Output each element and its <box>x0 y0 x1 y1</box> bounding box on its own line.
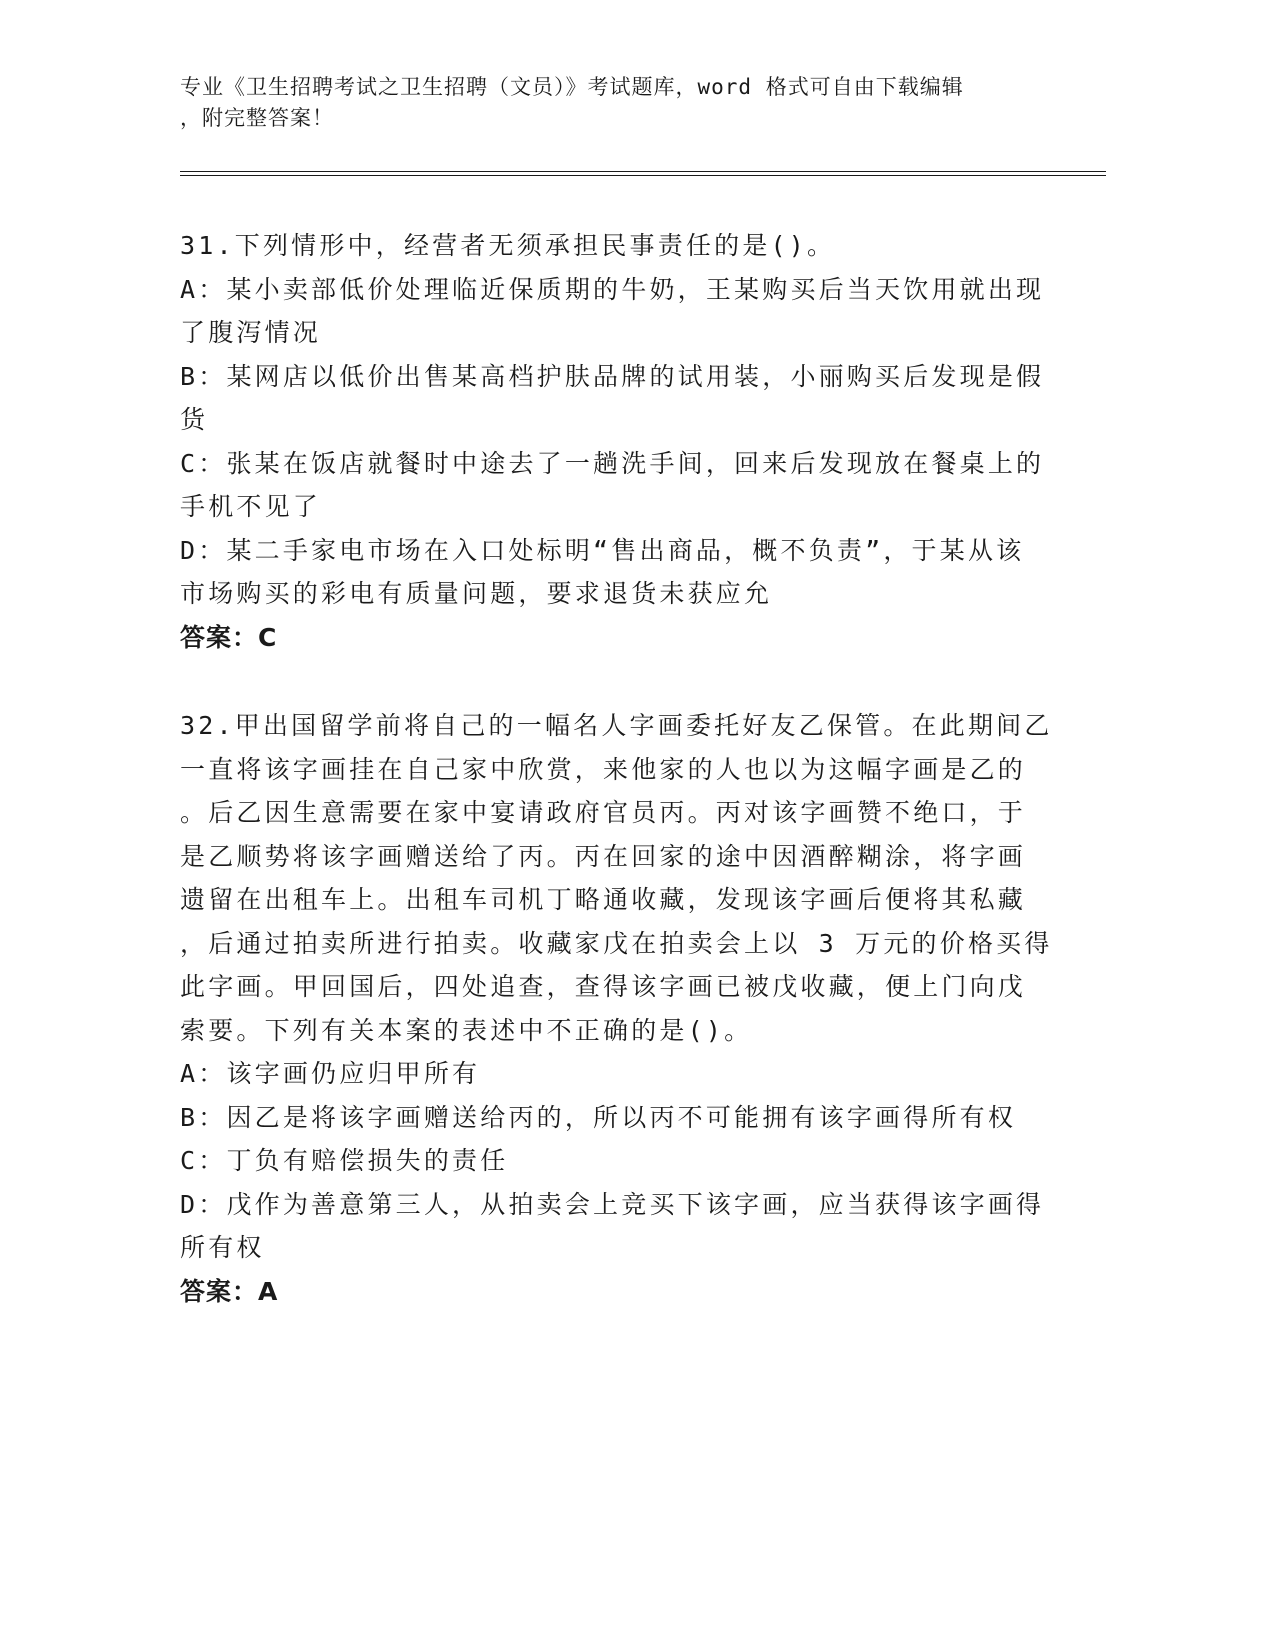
question-text-line: 是乙顺势将该字画赠送给了丙。丙在回家的途中因酒醉糊涂，将字画 <box>180 841 1027 871</box>
option-d-line: 所有权 <box>180 1233 265 1262</box>
question-text-line: 索要。下列有关本案的表述中不正确的是()。 <box>180 1015 753 1045</box>
option-d-line: D：某二手家电市场在入口处标明“售出商品，概不负责”，于某从该 <box>180 535 1025 565</box>
header-line-2: ，附完整答案！ <box>180 106 334 130</box>
option-a-line: A：某小卖部低价处理临近保质期的牛奶，王某购买后当天饮用就出现 <box>180 274 1045 304</box>
option-b-line: B：因乙是将该字画赠送给丙的，所以丙不可能拥有该字画得所有权 <box>180 1102 1017 1132</box>
document-header <box>180 72 1040 134</box>
question-text-line: ，后通过拍卖所进行拍卖。收藏家戊在拍卖会上以 3 万元的价格买得 <box>180 928 1053 958</box>
option-c-line: 手机不见了 <box>180 492 322 521</box>
header-line-1: 专业《卫生招聘考试之卫生招聘（文员）》考试题库，word 格式可自由下载编辑 <box>180 75 964 99</box>
option-d-line: D：戊作为善意第三人，从拍卖会上竞买下该字画，应当获得该字画得 <box>180 1189 1045 1219</box>
question-31 <box>180 224 1045 659</box>
answer-label: 答案：C <box>180 622 278 652</box>
question-32 <box>180 704 1053 1313</box>
question-text-line: 此字画。甲回国后，四处追查，查得该字画已被戊收藏，便上门向戊 <box>180 972 1027 1001</box>
option-a-line: 了腹泻情况 <box>180 318 322 347</box>
option-b-line: B：某网店以低价出售某高档护肤品牌的试用装，小丽购买后发现是假 <box>180 361 1045 391</box>
option-d-line: 市场购买的彩电有质量问题，要求退货未获应允 <box>180 579 773 608</box>
option-c-line: C：张某在饭店就餐时中途去了一趟洗手间，回来后发现放在餐桌上的 <box>180 448 1045 478</box>
option-a-line: A：该字画仍应归甲所有 <box>180 1059 481 1088</box>
option-c-line: C：丁负有赔偿损失的责任 <box>180 1146 509 1175</box>
answer-label: 答案：A <box>180 1276 279 1306</box>
question-text-line: 。后乙因生意需要在家中宴请政府官员丙。丙对该字画赞不绝口，于 <box>180 798 1027 827</box>
option-b-line: 货 <box>180 405 209 434</box>
question-text-line: 一直将该字画挂在自己家中欣赏，来他家的人也以为这幅字画是乙的 <box>180 754 1027 784</box>
header-divider-bottom <box>180 175 1106 176</box>
question-text-line: 32.甲出国留学前将自己的一幅名人字画委托好友乙保管。在此期间乙 <box>180 711 1053 740</box>
header-divider-top <box>180 171 1106 172</box>
question-text-line: 遗留在出租车上。出租车司机丁略通收藏，发现该字画后便将其私藏 <box>180 885 1027 914</box>
question-text-line: 31.下列情形中，经营者无须承担民事责任的是()。 <box>180 231 836 260</box>
